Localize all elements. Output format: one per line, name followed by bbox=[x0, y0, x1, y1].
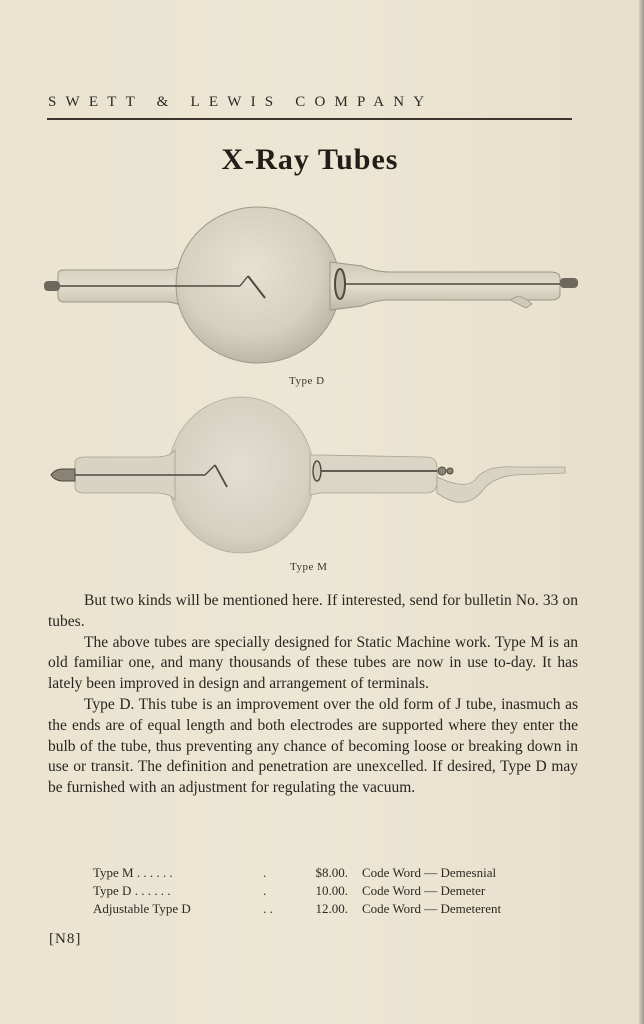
type-m-caption: Type M bbox=[290, 561, 328, 573]
paragraph-2: The above tubes are specially designed for Static Machine work. Type M is an old familiar one, and many thousands of these tubes are now in use to-day. It has lately been improved in design and arrangement of terminals. bbox=[48, 633, 578, 693]
price-item-leader: . bbox=[263, 883, 267, 898]
page-title: X-Ray Tubes bbox=[221, 143, 399, 176]
type-d-tube-illustration bbox=[40, 200, 585, 370]
price-item-price: 10.00. bbox=[315, 883, 348, 898]
price-item-code: Code Word — Demesnial bbox=[362, 865, 497, 880]
price-list bbox=[93, 864, 553, 918]
price-row-adjustable-type-d bbox=[93, 900, 553, 918]
page-folio: [N8] bbox=[49, 931, 82, 947]
price-item-leader: . . bbox=[263, 901, 273, 916]
header-rule bbox=[47, 118, 572, 120]
paragraph-1: But two kinds will be mentioned here. If interested, send for bulletin No. 33 on tubes. bbox=[48, 592, 578, 630]
price-item-code: Code Word — Demeterent bbox=[362, 901, 502, 916]
price-item-leader: . bbox=[263, 865, 267, 880]
running-head: SWETT & LEWIS COMPANY bbox=[48, 94, 434, 110]
type-m-tube-illustration bbox=[45, 395, 575, 560]
price-item-name: Type M . . . . . . bbox=[93, 865, 173, 880]
type-d-caption: Type D bbox=[289, 375, 325, 387]
price-item-price: 12.00. bbox=[315, 901, 348, 916]
price-item-name: Adjustable Type D bbox=[93, 901, 191, 916]
price-item-name: Type D . . . . . . bbox=[93, 883, 171, 898]
price-row-type-m bbox=[93, 864, 553, 882]
price-item-price: $8.00. bbox=[315, 865, 348, 880]
price-row-type-d bbox=[93, 882, 553, 900]
price-item-code: Code Word — Demeter bbox=[362, 883, 486, 898]
paragraph-3: Type D. This tube is an improvement over the old form of J tube, inasmuch as the ends are of equal length and both electrodes are supported where they enter the bulb of the tube, thus preventing any chance of becoming loose or breaking down in use or transit. The definition and penetration are unexcelled. If desired, Type D may be furnished with an adjustment for regulating the vacuum. bbox=[48, 695, 578, 797]
page-edge bbox=[639, 0, 644, 1024]
body-text bbox=[48, 591, 578, 799]
